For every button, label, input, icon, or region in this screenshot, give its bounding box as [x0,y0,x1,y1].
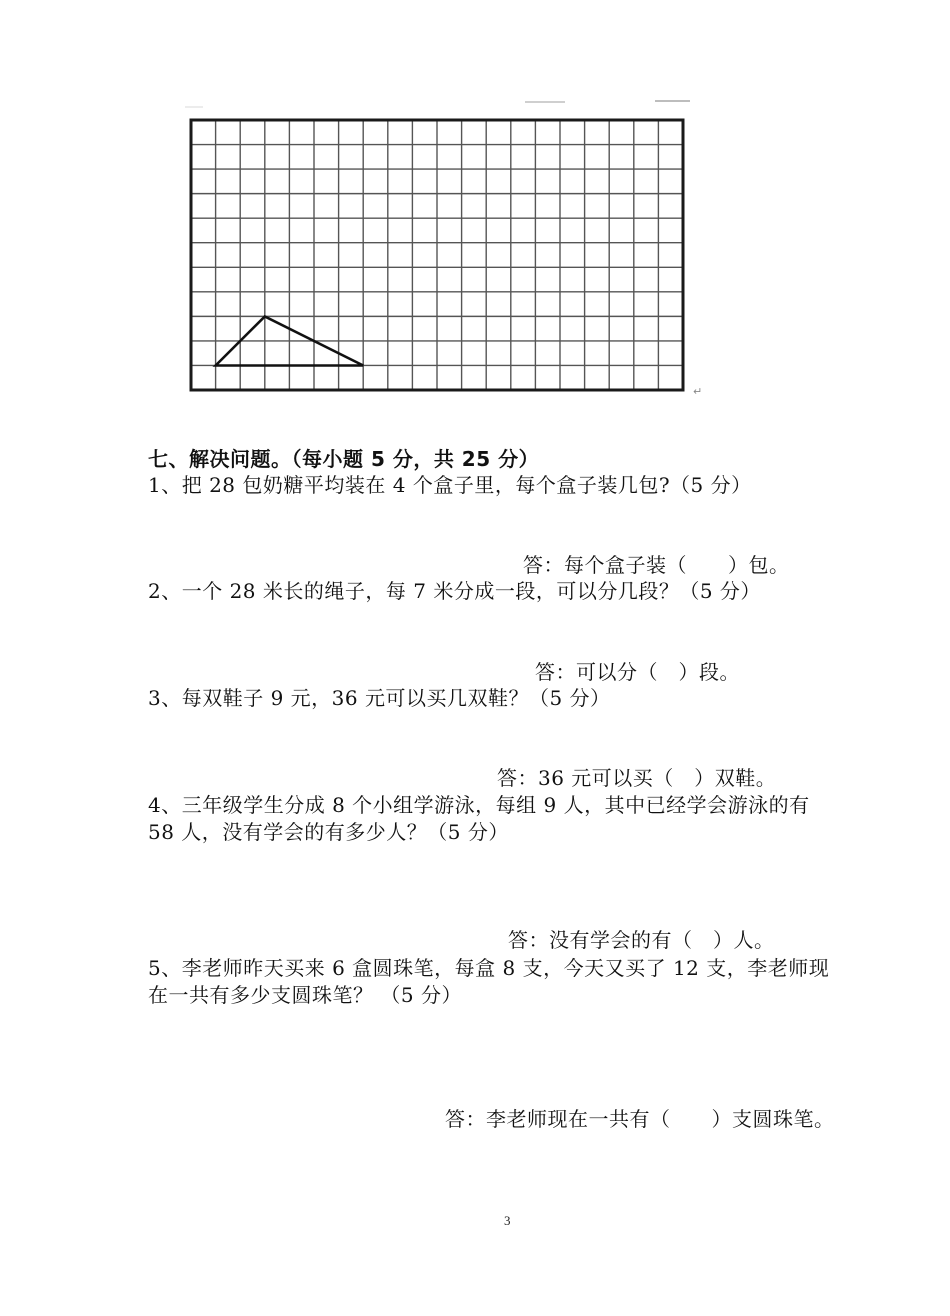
question-5-answer: 答：李老师现在一共有（ ）支圆珠笔。 [445,1107,835,1131]
question-5-text-line-1: 5、李老师昨天买来 6 盒圆珠笔，每盒 8 支，今天又买了 12 支，李老师现 [148,956,830,980]
question-4-answer: 答：没有学会的有（ ）人。 [508,928,775,952]
grid-figure [185,95,710,405]
question-3-text: 3、每双鞋子 9 元，36 元可以买几双鞋？（5 分） [148,686,611,710]
section-title: 七、解决问题。（每小题 5 分，共 25 分） [148,447,540,471]
question-1-answer: 答：每个盒子装（ ）包。 [523,553,790,577]
grid-drawing [185,95,710,405]
paragraph-return-mark: ↵ [693,385,703,398]
question-3-answer: 答：36 元可以买（ ）双鞋。 [497,766,777,790]
question-1-text: 1、把 28 包奶糖平均装在 4 个盒子里，每个盒子装几包?（5 分） [148,473,752,497]
question-4-text-line-1: 4、三年级学生分成 8 个小组学游泳，每组 9 人，其中已经学会游泳的有 [148,793,810,817]
question-4-text-line-2: 58 人，没有学会的有多少人？（5 分） [148,820,509,844]
page-number: 3 [504,1213,511,1228]
question-5-text-line-2: 在一共有多少支圆珠笔？ （5 分） [148,983,462,1007]
question-2-text: 2、一个 28 米长的绳子，每 7 米分成一段，可以分几段？（5 分） [148,579,761,603]
question-2-answer: 答：可以分（ ）段。 [535,660,740,684]
